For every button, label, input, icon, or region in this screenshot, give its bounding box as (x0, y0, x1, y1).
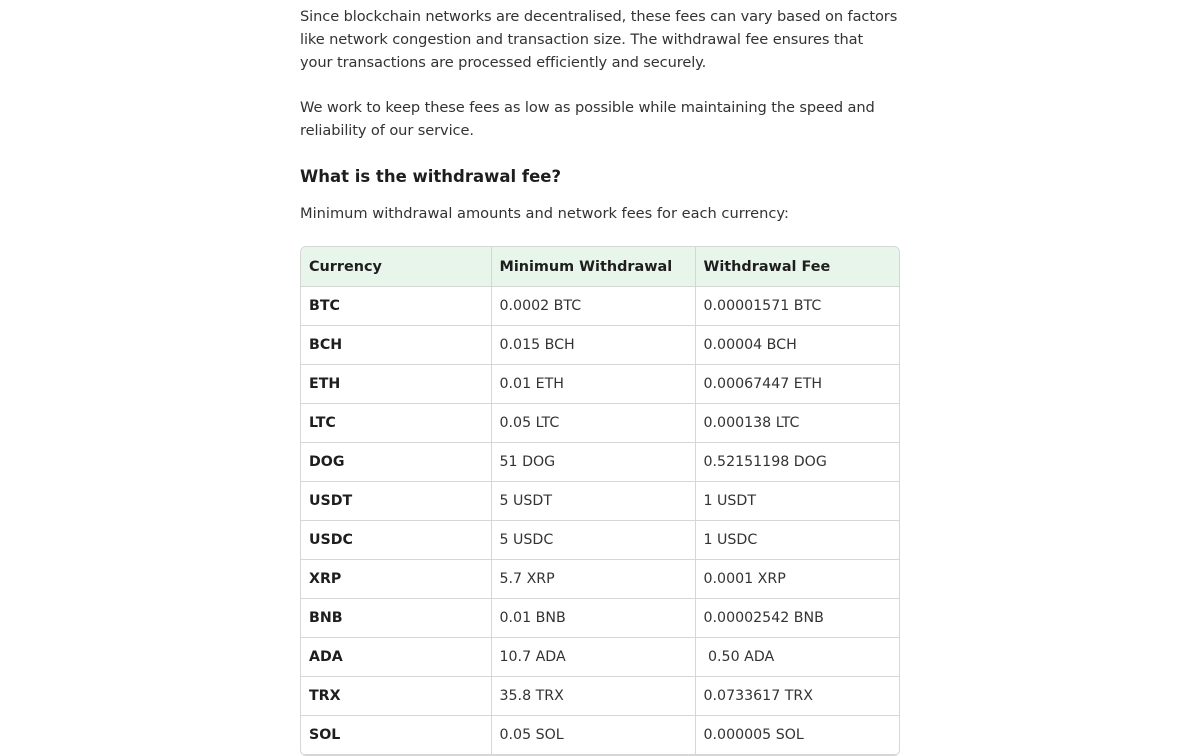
minimum-withdrawal-cell: 5 USDT (491, 482, 695, 521)
minimum-withdrawal-cell: 0.05 SOL (491, 716, 695, 755)
withdrawal-fee-cell: 0.000005 SOL (695, 716, 899, 755)
paragraph-low-fees: We work to keep these fees as low as possible while maintaining the speed and reliability of our service. (300, 99, 875, 139)
currency-cell: USDT (301, 482, 491, 521)
minimum-withdrawal-cell: 0.05 LTC (491, 404, 695, 443)
header-withdrawal-fee: Withdrawal Fee (695, 247, 899, 287)
table-intro: Minimum withdrawal amounts and network fees for each currency: (300, 205, 789, 222)
minimum-withdrawal-cell: 10.7 ADA (491, 638, 695, 677)
table-row (301, 716, 899, 755)
fee-table-header (301, 247, 899, 287)
table-row (301, 326, 899, 365)
minimum-withdrawal-cell: 0.01 ETH (491, 365, 695, 404)
minimum-withdrawal-cell: 51 DOG (491, 443, 695, 482)
table-row (301, 287, 899, 326)
currency-cell: ADA (301, 638, 491, 677)
paragraph-fees-variation: Since blockchain networks are decentralised, these fees can vary based on factors like network congestion and transaction size. The withdrawal fee ensures that your transactions are processed efficiently and securely. (300, 8, 898, 71)
minimum-withdrawal-cell: 0.01 BNB (491, 599, 695, 638)
fee-table-container (300, 246, 900, 756)
minimum-withdrawal-cell: 0.0002 BTC (491, 287, 695, 326)
header-row (301, 247, 899, 287)
withdrawal-fee-cell: 0.00002542 BNB (695, 599, 899, 638)
currency-cell: BCH (301, 326, 491, 365)
header-currency: Currency (301, 247, 491, 287)
table-row (301, 482, 899, 521)
withdrawal-fee-cell: 0.00001571 BTC (695, 287, 899, 326)
withdrawal-fee-cell: 0.000138 LTC (695, 404, 899, 443)
minimum-withdrawal-cell: 5.7 XRP (491, 560, 695, 599)
table-row (301, 677, 899, 716)
section-heading: What is the withdrawal fee? (300, 167, 562, 186)
fee-table-body (301, 287, 899, 755)
withdrawal-fee-cell: 0.00067447 ETH (695, 365, 899, 404)
withdrawal-fee-cell: 0.50 ADA (695, 638, 899, 677)
table-row (301, 443, 899, 482)
currency-cell: BTC (301, 287, 491, 326)
fee-table (301, 247, 899, 755)
header-minimum-withdrawal: Minimum Withdrawal (491, 247, 695, 287)
currency-cell: XRP (301, 560, 491, 599)
table-row (301, 638, 899, 677)
withdrawal-fee-cell: 0.0001 XRP (695, 560, 899, 599)
minimum-withdrawal-cell: 35.8 TRX (491, 677, 695, 716)
currency-cell: USDC (301, 521, 491, 560)
minimum-withdrawal-cell: 0.015 BCH (491, 326, 695, 365)
currency-cell: BNB (301, 599, 491, 638)
currency-cell: SOL (301, 716, 491, 755)
table-row (301, 560, 899, 599)
table-row (301, 599, 899, 638)
withdrawal-fee-cell: 0.0733617 TRX (695, 677, 899, 716)
currency-cell: LTC (301, 404, 491, 443)
currency-cell: DOG (301, 443, 491, 482)
table-row (301, 521, 899, 560)
withdrawal-fee-cell: 1 USDC (695, 521, 899, 560)
currency-cell: ETH (301, 365, 491, 404)
minimum-withdrawal-cell: 5 USDC (491, 521, 695, 560)
currency-cell: TRX (301, 677, 491, 716)
withdrawal-fee-cell: 0.52151198 DOG (695, 443, 899, 482)
table-row (301, 365, 899, 404)
table-row (301, 404, 899, 443)
withdrawal-fee-cell: 1 USDT (695, 482, 899, 521)
withdrawal-fee-cell: 0.00004 BCH (695, 326, 899, 365)
